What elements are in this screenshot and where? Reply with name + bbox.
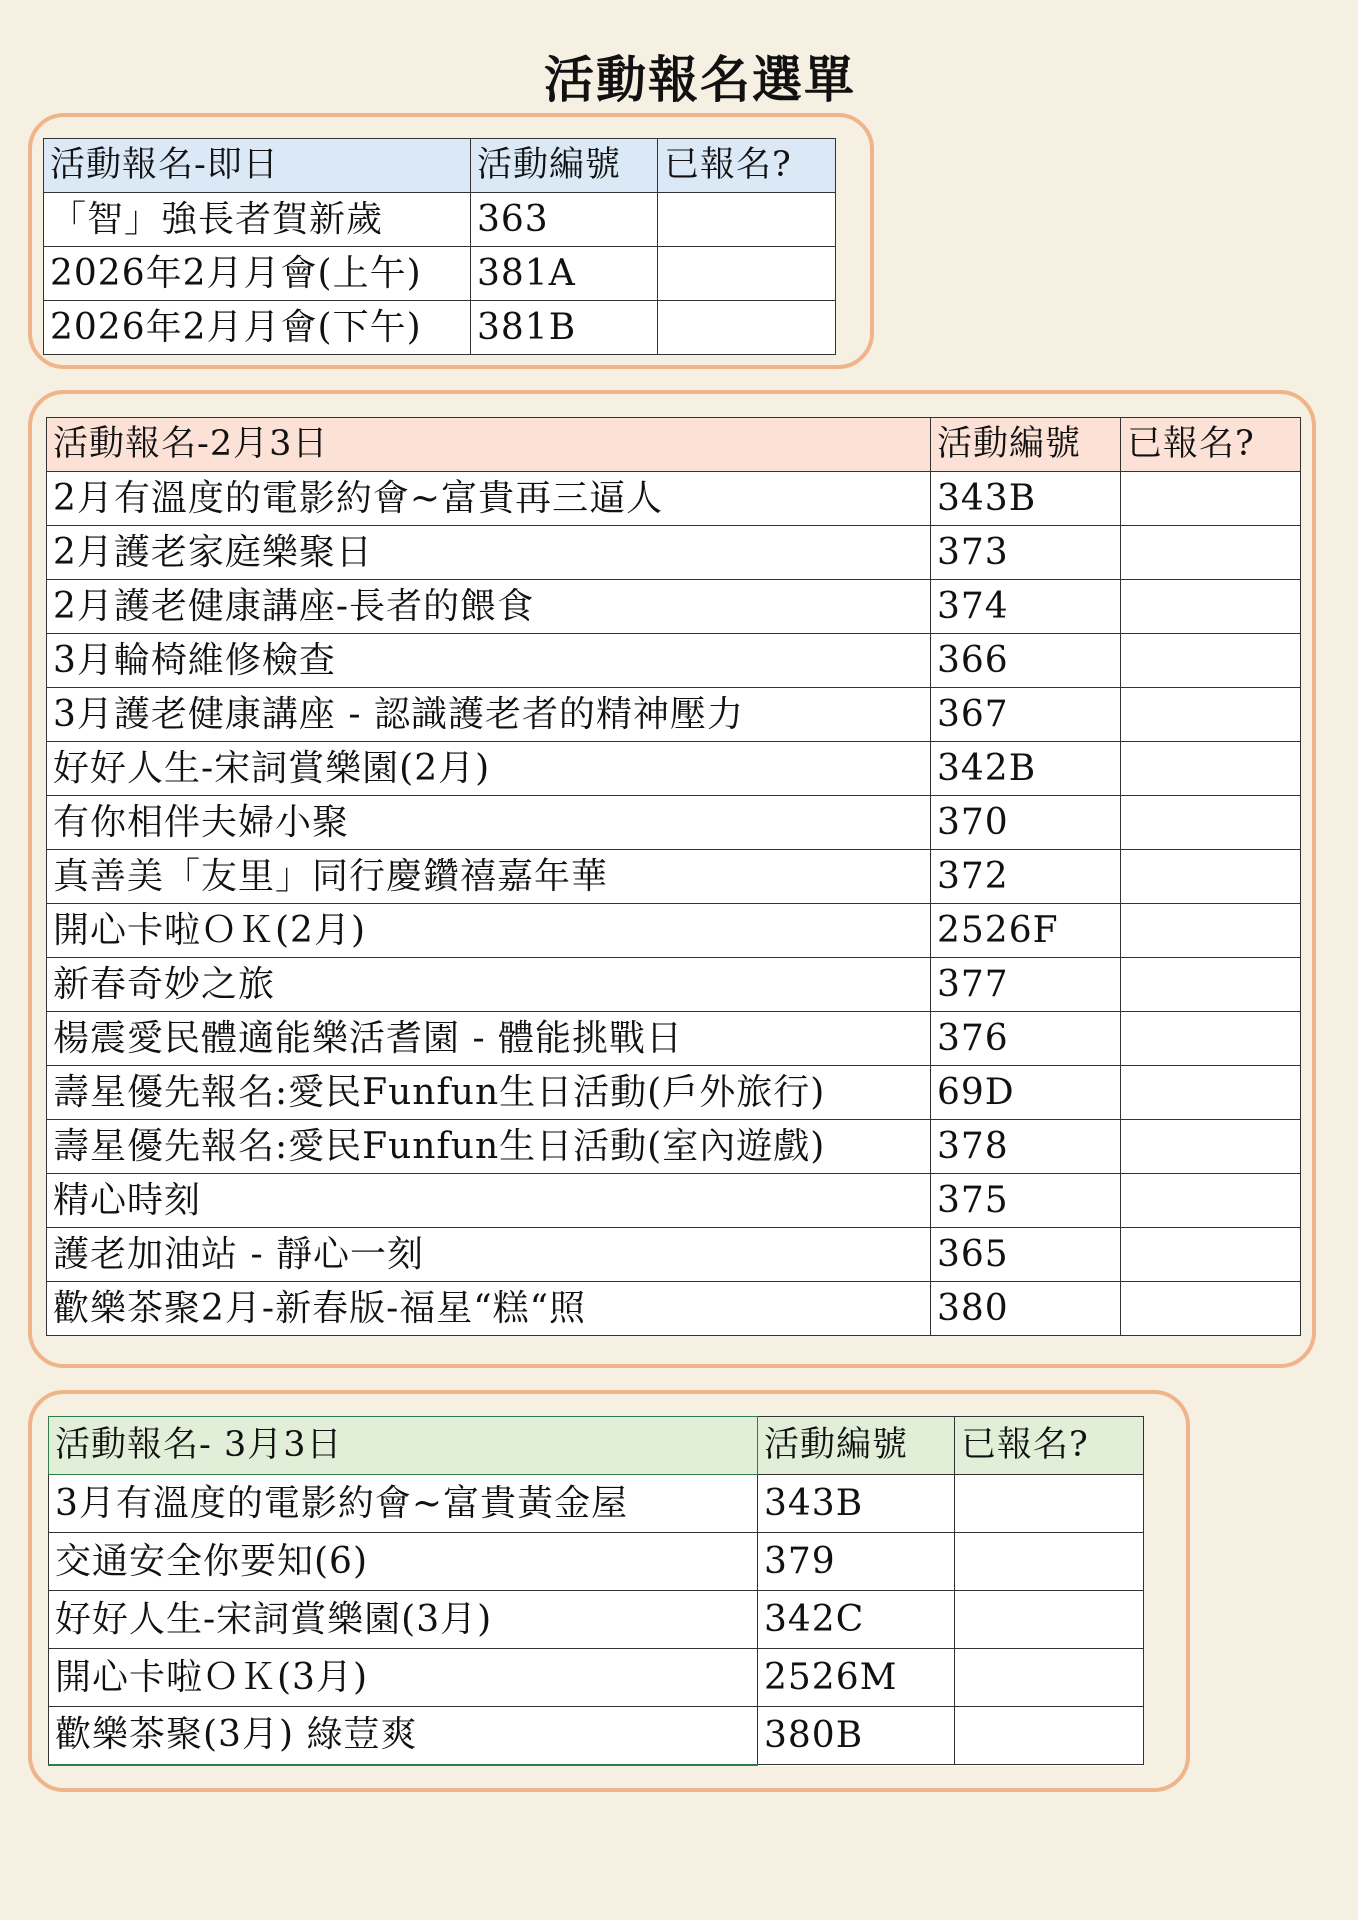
activity-name: 壽星優先報名:愛民Funfun生日活動(室內遊戲) bbox=[47, 1120, 931, 1174]
activity-code: 370 bbox=[931, 796, 1121, 850]
activity-name: 歡樂茶聚(3月) 綠荳爽 bbox=[49, 1707, 758, 1765]
activity-table-mar3 bbox=[48, 1416, 1144, 1766]
activity-name: 真善美「友里」同行慶鑽禧嘉年華 bbox=[47, 850, 931, 904]
registered-cell[interactable] bbox=[955, 1591, 1144, 1649]
activity-name: 新春奇妙之旅 bbox=[47, 958, 931, 1012]
table-row bbox=[47, 1282, 1301, 1336]
activity-name: 有你相伴夫婦小聚 bbox=[47, 796, 931, 850]
table-row bbox=[49, 1533, 1144, 1591]
activity-code: 375 bbox=[931, 1174, 1121, 1228]
table-row bbox=[47, 1066, 1301, 1120]
table-row bbox=[49, 1591, 1144, 1649]
registered-cell[interactable] bbox=[1121, 472, 1301, 526]
registered-cell[interactable] bbox=[1121, 1228, 1301, 1282]
registered-cell[interactable] bbox=[1121, 1174, 1301, 1228]
activity-code: 342C bbox=[758, 1591, 955, 1649]
table-row bbox=[47, 472, 1301, 526]
table-row bbox=[47, 742, 1301, 796]
activity-code: 379 bbox=[758, 1533, 955, 1591]
table-row bbox=[44, 301, 836, 355]
registered-cell[interactable] bbox=[1121, 1066, 1301, 1120]
activity-name: 壽星優先報名:愛民Funfun生日活動(戶外旅行) bbox=[47, 1066, 931, 1120]
activity-code: 343B bbox=[931, 472, 1121, 526]
column-header-registered: 已報名? bbox=[1121, 418, 1301, 472]
activity-code: 363 bbox=[471, 193, 658, 247]
table-header-row bbox=[47, 418, 1301, 472]
activity-name: 護老加油站 - 靜心一刻 bbox=[47, 1228, 931, 1282]
section-header: 活動報名-2月3日 bbox=[47, 418, 931, 472]
registered-cell[interactable] bbox=[955, 1649, 1144, 1707]
activity-code: 378 bbox=[931, 1120, 1121, 1174]
table-row bbox=[47, 904, 1301, 958]
activity-name: 2026年2月月會(下午) bbox=[44, 301, 471, 355]
activity-name: 2月護老家庭樂聚日 bbox=[47, 526, 931, 580]
activity-code: 374 bbox=[931, 580, 1121, 634]
activity-code: 376 bbox=[931, 1012, 1121, 1066]
column-header-code: 活動編號 bbox=[471, 139, 658, 193]
column-header-registered: 已報名? bbox=[658, 139, 836, 193]
registered-cell[interactable] bbox=[1121, 850, 1301, 904]
registered-cell[interactable] bbox=[658, 193, 836, 247]
table-row bbox=[44, 193, 836, 247]
page-title: 活動報名選單 bbox=[544, 51, 856, 109]
activity-code: 343B bbox=[758, 1475, 955, 1533]
table-row bbox=[47, 796, 1301, 850]
registered-cell[interactable] bbox=[955, 1707, 1144, 1765]
column-header-registered: 已報名? bbox=[955, 1417, 1144, 1475]
registered-cell[interactable] bbox=[1121, 904, 1301, 958]
activity-code: 380 bbox=[931, 1282, 1121, 1336]
activity-name: 開心卡啦ＯＫ(3月) bbox=[49, 1649, 758, 1707]
registered-cell[interactable] bbox=[1121, 634, 1301, 688]
activity-name: 3月有溫度的電影約會~富貴黃金屋 bbox=[49, 1475, 758, 1533]
table-row bbox=[47, 958, 1301, 1012]
column-header-code: 活動編號 bbox=[931, 418, 1121, 472]
activity-name: 2月有溫度的電影約會~富貴再三逼人 bbox=[47, 472, 931, 526]
table-row bbox=[47, 580, 1301, 634]
table-header-row bbox=[49, 1417, 1144, 1475]
activity-name: 開心卡啦ＯＫ(2月) bbox=[47, 904, 931, 958]
registered-cell[interactable] bbox=[955, 1475, 1144, 1533]
column-header-code: 活動編號 bbox=[758, 1417, 955, 1475]
registered-cell[interactable] bbox=[1121, 526, 1301, 580]
table-row bbox=[47, 850, 1301, 904]
activity-code: 367 bbox=[931, 688, 1121, 742]
registered-cell[interactable] bbox=[1121, 688, 1301, 742]
activity-name: 好好人生-宋詞賞樂園(3月) bbox=[49, 1591, 758, 1649]
activity-code: 380B bbox=[758, 1707, 955, 1765]
registered-cell[interactable] bbox=[1121, 1282, 1301, 1336]
table-row bbox=[44, 247, 836, 301]
table-row bbox=[47, 1228, 1301, 1282]
registered-cell[interactable] bbox=[658, 301, 836, 355]
registered-cell[interactable] bbox=[1121, 958, 1301, 1012]
activity-table-feb3 bbox=[46, 417, 1301, 1336]
registered-cell[interactable] bbox=[1121, 742, 1301, 796]
activity-code: 69D bbox=[931, 1066, 1121, 1120]
table-row bbox=[49, 1649, 1144, 1707]
activity-code: 365 bbox=[931, 1228, 1121, 1282]
activity-code: 366 bbox=[931, 634, 1121, 688]
activity-name: 歡樂茶聚2月-新春版-福星“糕“照 bbox=[47, 1282, 931, 1336]
registered-cell[interactable] bbox=[955, 1533, 1144, 1591]
activity-name: 3月護老健康講座 - 認識護老者的精神壓力 bbox=[47, 688, 931, 742]
registered-cell[interactable] bbox=[1121, 580, 1301, 634]
table-row bbox=[47, 688, 1301, 742]
activity-table-immediate bbox=[43, 138, 836, 355]
activity-code: 2526M bbox=[758, 1649, 955, 1707]
table-row bbox=[47, 1012, 1301, 1066]
section-header: 活動報名-即日 bbox=[44, 139, 471, 193]
activity-name: 交通安全你要知(6) bbox=[49, 1533, 758, 1591]
activity-code: 377 bbox=[931, 958, 1121, 1012]
activity-name: 2月護老健康講座-長者的餵食 bbox=[47, 580, 931, 634]
activity-code: 381B bbox=[471, 301, 658, 355]
table-row bbox=[47, 634, 1301, 688]
table-row bbox=[47, 1174, 1301, 1228]
table-row bbox=[47, 526, 1301, 580]
activity-name: 好好人生-宋詞賞樂園(2月) bbox=[47, 742, 931, 796]
activity-name: 「智」強長者賀新歲 bbox=[44, 193, 471, 247]
activity-code: 373 bbox=[931, 526, 1121, 580]
activity-code: 2526F bbox=[931, 904, 1121, 958]
table-row bbox=[47, 1120, 1301, 1174]
registered-cell[interactable] bbox=[1121, 796, 1301, 850]
registered-cell[interactable] bbox=[658, 247, 836, 301]
table-row bbox=[49, 1475, 1144, 1533]
activity-code: 342B bbox=[931, 742, 1121, 796]
activity-code: 372 bbox=[931, 850, 1121, 904]
activity-name: 精心時刻 bbox=[47, 1174, 931, 1228]
registered-cell[interactable] bbox=[1121, 1012, 1301, 1066]
activity-name: 楊震愛民體適能樂活耆園 - 體能挑戰日 bbox=[47, 1012, 931, 1066]
activity-name: 3月輪椅維修檢查 bbox=[47, 634, 931, 688]
activity-code: 381A bbox=[471, 247, 658, 301]
activity-name: 2026年2月月會(上午) bbox=[44, 247, 471, 301]
registered-cell[interactable] bbox=[1121, 1120, 1301, 1174]
table-row bbox=[49, 1707, 1144, 1765]
table-header-row bbox=[44, 139, 836, 193]
section-header: 活動報名- 3月3日 bbox=[49, 1417, 758, 1475]
